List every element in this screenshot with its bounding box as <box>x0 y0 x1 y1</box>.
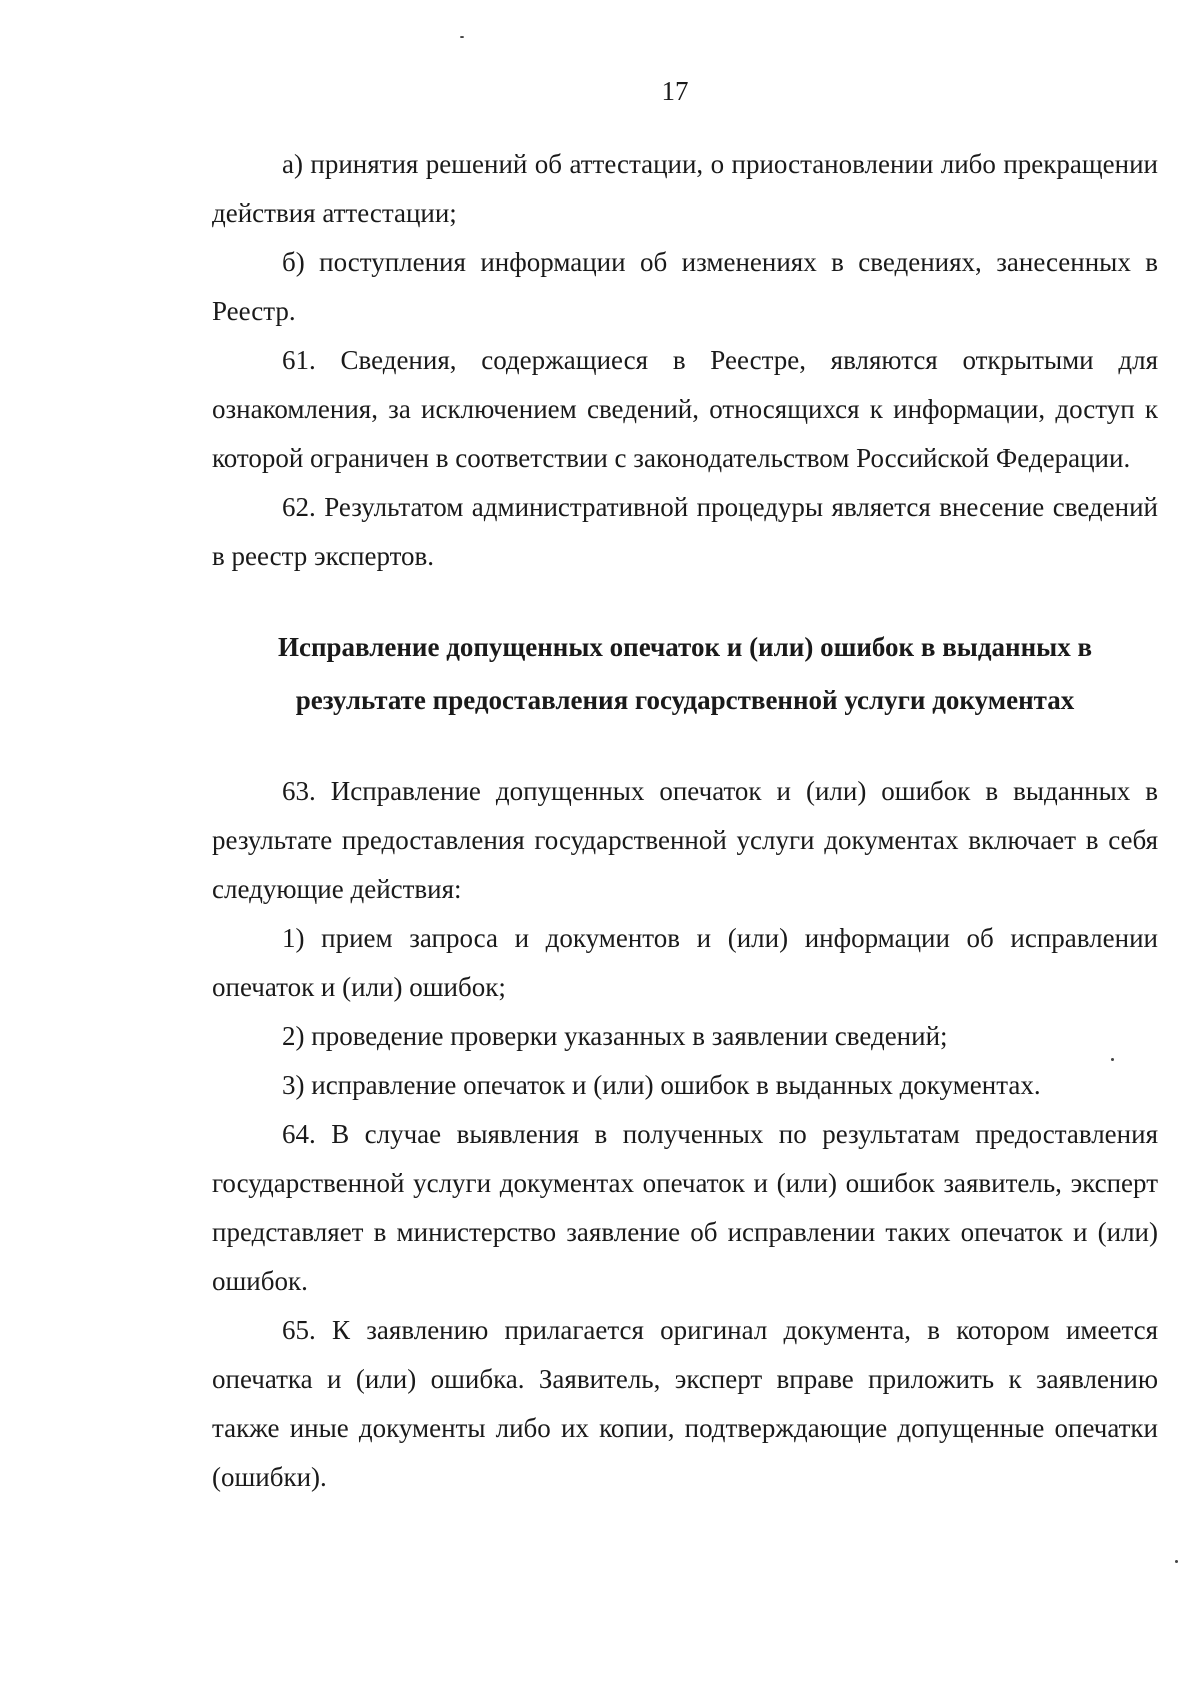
section-heading <box>212 621 1158 727</box>
paragraph-63-item-3: 3) исправление опечаток и (или) ошибок в выданных документах. <box>282 1070 1041 1100</box>
page-number: 17 <box>661 76 689 106</box>
section-heading-line-1: Исправление допущенных опечаток и (или) ошибок в выданных в <box>277 632 1093 662</box>
paragraph-63-item-1: 1) прием запроса и документов и (или) информации об исправлении опечаток и (или) ошибок; <box>212 923 1158 1002</box>
paragraph-b: б) поступления информации об изменениях в сведениях, занесенных в Реестр. <box>212 247 1158 326</box>
paragraph-61: 61. Сведения, содержащиеся в Реестре, являются открытыми для ознакомления, за исключением сведений, относящихся к информации, доступ к которой ограничен в соответствии с законодательством Российской Федерации. <box>212 345 1158 473</box>
paragraph-a: а) принятия решений об аттестации, о приостановлении либо прекращении действия аттестации; <box>212 149 1158 228</box>
scan-speck <box>460 36 464 38</box>
document-body <box>212 140 1158 1502</box>
paragraph-64: 64. В случае выявления в полученных по результатам предоставления государственной услуги документах опечаток и (или) ошибок заявитель, эксперт представляет в министерство заявление об исправлении таких опечаток и (или) ошибок. <box>212 1119 1158 1296</box>
section-heading-line-2: результате предоставления государственной услуги документах <box>295 685 1075 715</box>
paragraph-65: 65. К заявлению прилагается оригинал документа, в котором имеется опечатка и (или) ошибка. Заявитель, эксперт вправе приложить к заявлению также иные документы либо их копии, подтверждающие допущенные опечатки (ошибки). <box>212 1315 1158 1492</box>
scan-speck <box>1175 1560 1178 1563</box>
paragraph-63-item-2: 2) проведение проверки указанных в заявлении сведений; <box>282 1021 948 1051</box>
paragraph-62: 62. Результатом административной процедуры является внесение сведений в реестр экспертов. <box>212 492 1158 571</box>
paragraph-63: 63. Исправление допущенных опечаток и (или) ошибок в выданных в результате предоставления государственной услуги документах включает в себя следующие действия: <box>212 776 1158 904</box>
